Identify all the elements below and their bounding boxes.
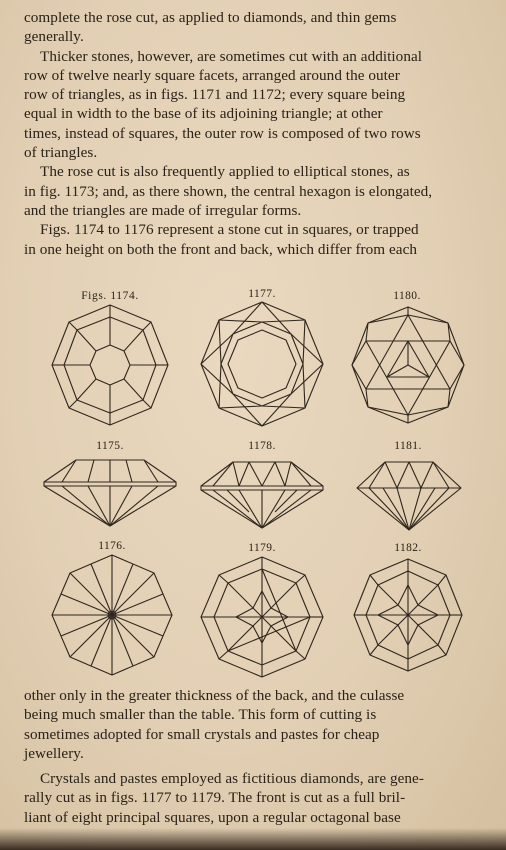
figure-1175-side-profile	[42, 458, 178, 528]
text-line: jewellery.	[24, 744, 84, 762]
page-edge-shadow	[0, 828, 506, 850]
figure-1180-star-cut-top-view	[350, 305, 466, 425]
figure-1177-brilliant-top-view	[199, 300, 325, 428]
text-line: row of triangles, as in figs. 1171 and 1172; every square being	[24, 86, 406, 104]
text-line: in fig. 1173; and, as there shown, the central hexagon is elongated,	[24, 182, 433, 200]
text-line: being much smaller than the table. This form of cutting is	[24, 706, 377, 724]
text-line: in one height on both the front and back, which differ from each	[24, 240, 418, 258]
text-line: other only in the greater thickness of the back, and the culasse	[24, 687, 405, 704]
figure-label-1181: 1181.	[394, 440, 422, 452]
figure-label-1176: 1176.	[98, 540, 126, 552]
figure-label-1178: 1178.	[248, 440, 276, 452]
text-line: times, instead of squares, the outer row is composed of two rows	[24, 124, 421, 142]
text-line: liant of eight principal squares, upon a regular octagonal base	[24, 808, 401, 826]
text-line: rally cut as in figs. 1177 to 1179. The front is cut as a full bril-	[24, 789, 406, 807]
text-line: Crystals and pastes employed as fictitious diamonds, are gene-	[40, 770, 424, 788]
figure-label-1175: 1175.	[96, 440, 124, 452]
text-line: complete the rose cut, as applied to diamonds, and thin gems	[24, 9, 397, 26]
figure-1182-back-view	[352, 557, 464, 673]
text-line: Figs. 1174 to 1176 represent a stone cut in squares, or trapped	[40, 221, 419, 239]
figure-label-1177: 1177.	[248, 288, 276, 300]
figure-label-1174: Figs. 1174.	[81, 290, 139, 302]
top-paragraphs	[24, 8, 484, 259]
figure-label-1182: 1182.	[394, 542, 422, 554]
text-line: row of twelve nearly square facets, arranged around the outer	[24, 66, 400, 84]
text-line: Thicker stones, however, are sometimes cut with an additional	[40, 47, 423, 65]
figure-label-1179: 1179.	[248, 542, 276, 554]
figure-1176-back-view	[50, 553, 174, 677]
text-line: The rose cut is also frequently applied to elliptical stones, as	[40, 163, 410, 181]
bottom-paragraphs	[24, 686, 484, 827]
text-line: and the triangles are made of irregular forms.	[24, 201, 302, 219]
figure-1174-octagon-table-cut	[50, 303, 170, 427]
figure-1178-side-profile	[199, 460, 325, 530]
figure-1179-back-view	[199, 555, 325, 679]
text-line: generally.	[24, 28, 84, 46]
text-line: sometimes adopted for small crystals and pastes for cheap	[24, 725, 380, 743]
figure-label-1180: 1180.	[393, 290, 421, 302]
text-line: of triangles.	[24, 144, 98, 162]
figure-1181-side-profile	[355, 460, 463, 532]
text-line: equal in width to the base of its adjoining triangle; at other	[24, 105, 383, 123]
